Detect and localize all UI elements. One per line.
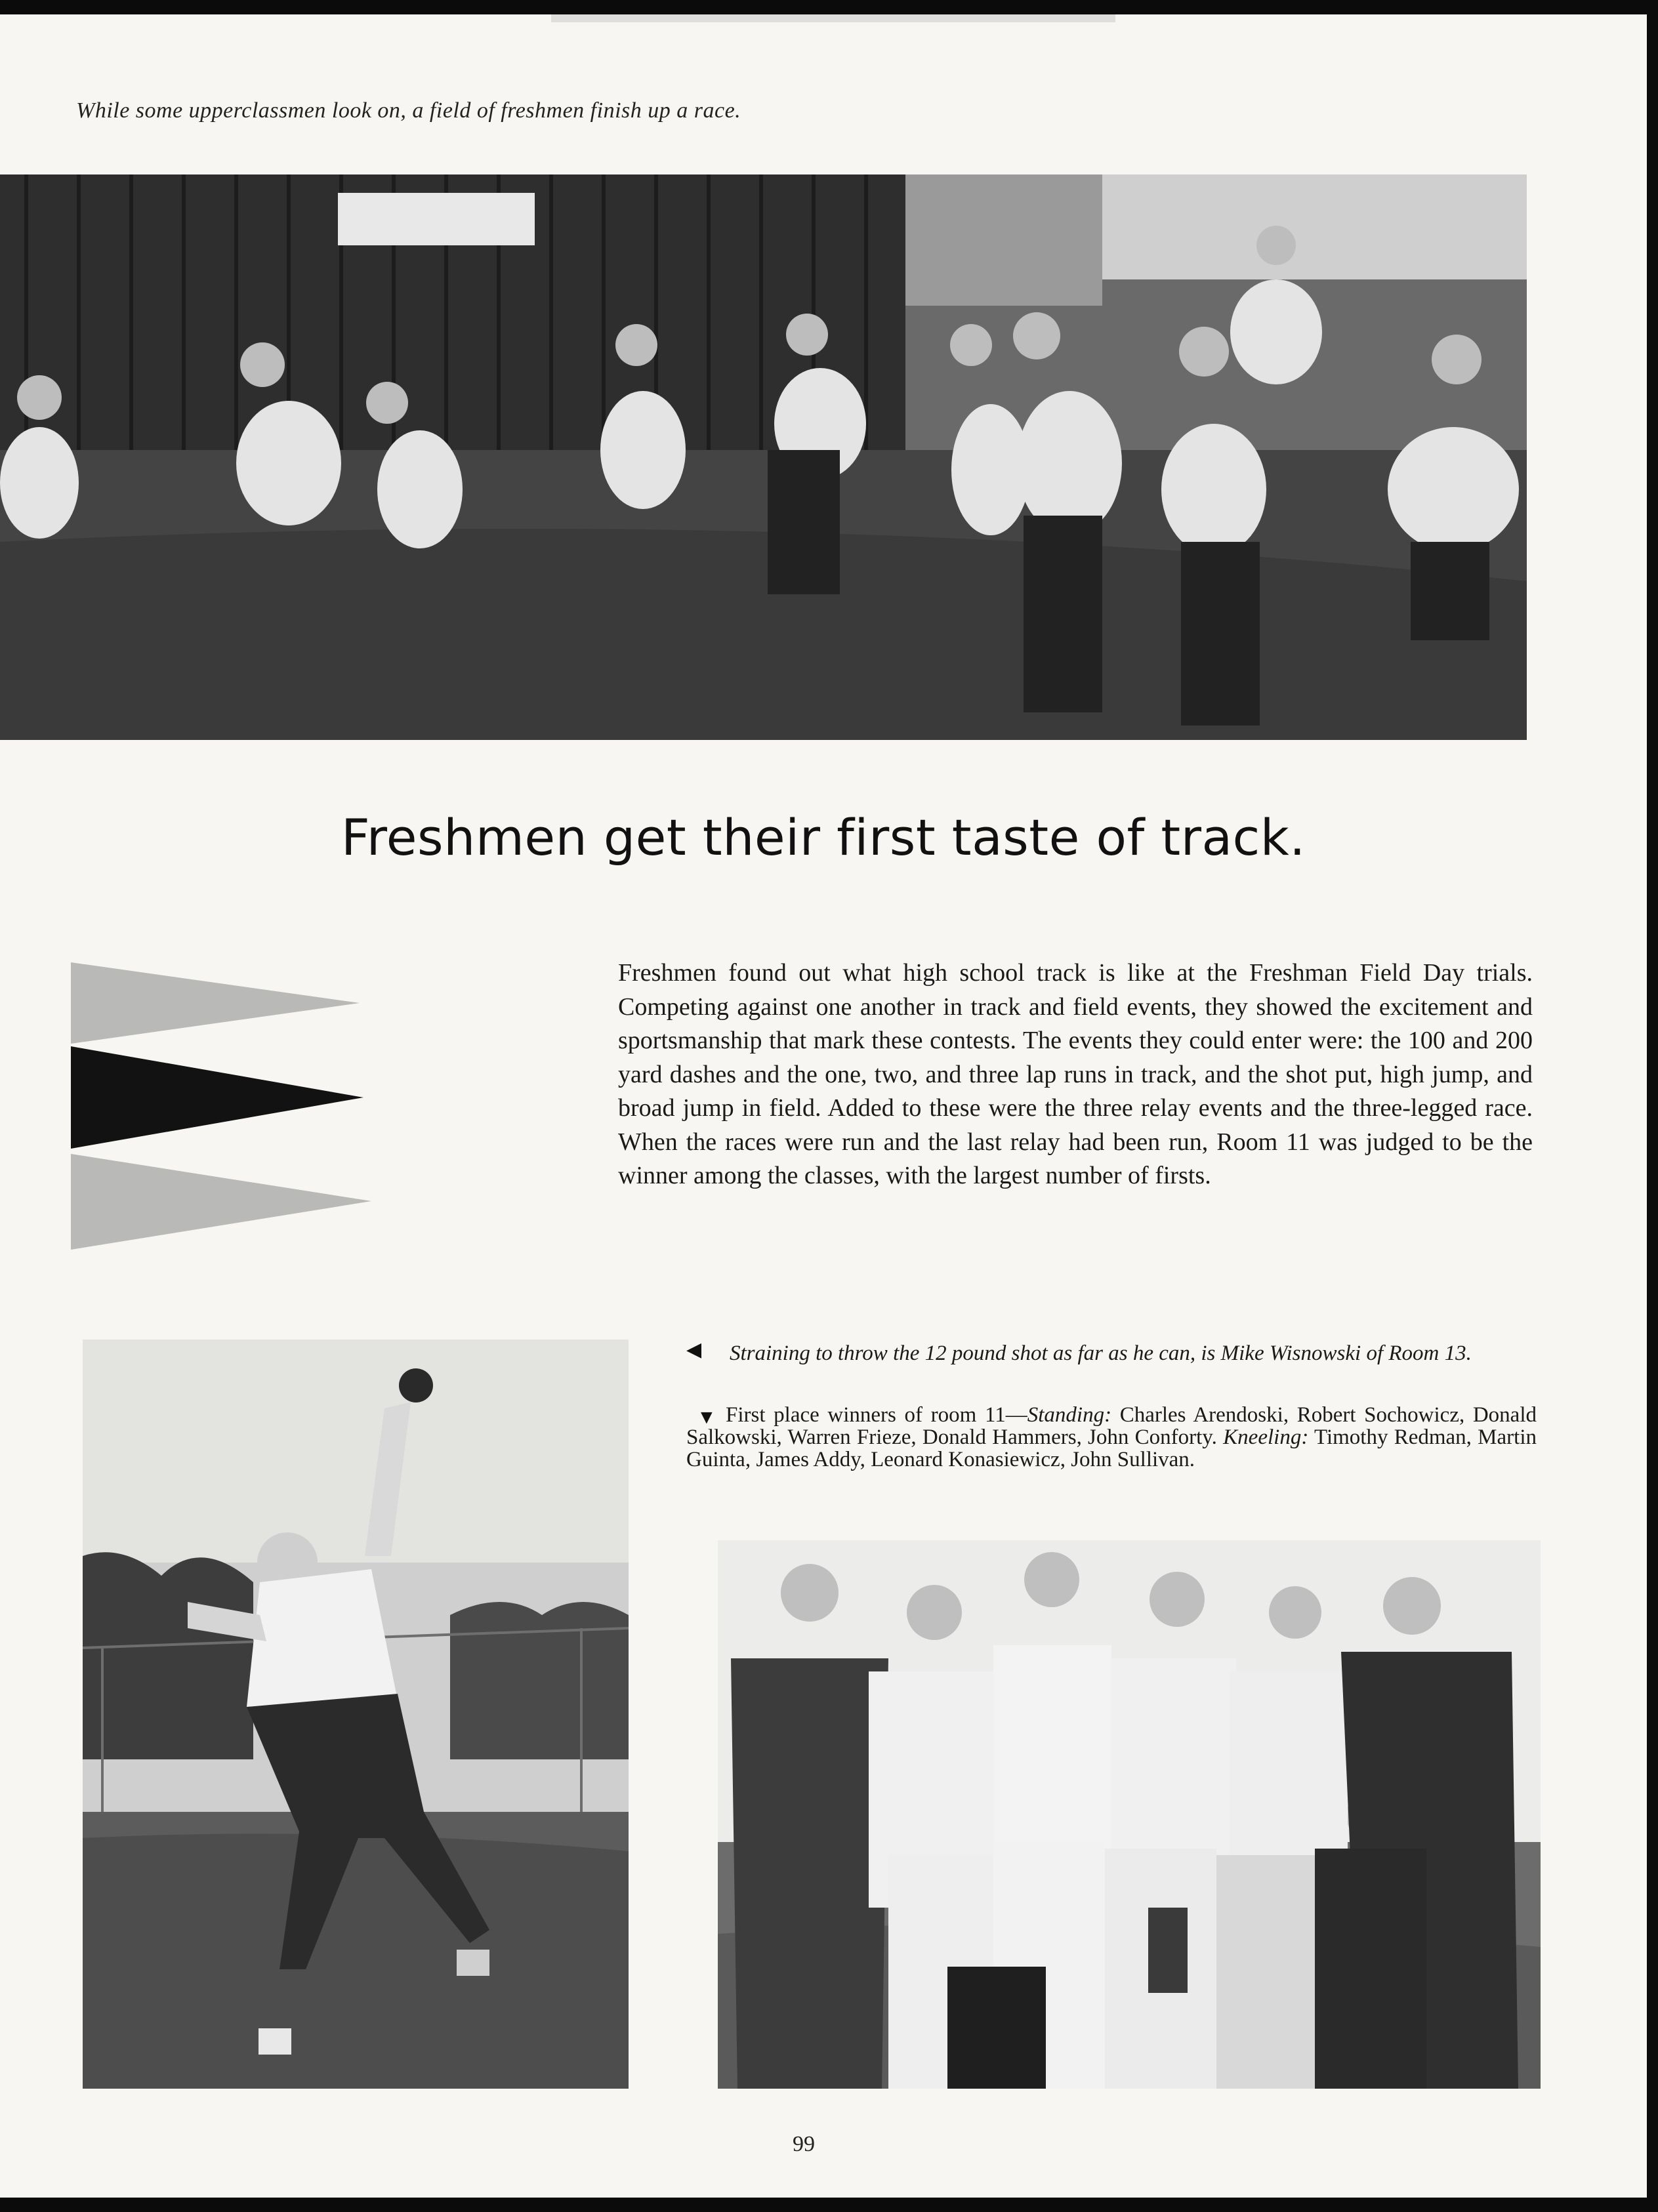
down-arrow-icon: ▼ [697, 1406, 716, 1428]
shot-put-caption-text: Straining to throw the 12 pound shot as far as he can, is Mike Wisnowski of Room 13. [730, 1342, 1472, 1365]
winners-group-photo-illustration [718, 1540, 1541, 2089]
winners-caption [686, 1404, 1537, 1471]
yearbook-page [0, 14, 1647, 2198]
winners-group-photo [718, 1540, 1541, 2089]
shot-put-caption [686, 1342, 1537, 1364]
pennant-middle [71, 1046, 363, 1149]
kneeling-label: Kneeling: [1223, 1425, 1309, 1449]
standing-names: Charles Arendoski, Robert Sochowicz, Donald Salkowski, Warren Frieze, Donald Hammers, John Conforty. [686, 1403, 1537, 1449]
page-headline: Freshmen get their first taste of track. [341, 808, 1306, 867]
kneeling-names: Timothy Redman, Martin Guinta, James Addy, Leonard Konasiewicz, John Sullivan. [686, 1425, 1537, 1471]
shot-put-photo [83, 1340, 629, 2089]
pennant-decoration [71, 962, 373, 1251]
race-photo-illustration [0, 174, 1527, 740]
top-photo-caption: While some upperclassmen look on, a field of freshmen finish up a race. [76, 98, 741, 123]
standing-label: Standing: [1027, 1403, 1112, 1427]
winners-caption-intro: First place winners of room 11— [726, 1403, 1027, 1427]
pennant-bottom [71, 1154, 371, 1250]
winners-caption-text [686, 1404, 1537, 1471]
article-body: Freshmen found out what high school track is like at the Freshman Field Day trials. Competing against one another in track and field events, they showed the excitement and sportsmanship that mark these contests. The events they could enter were: the 100 and 200 yard dashes and the one, two, and three lap runs in track, and the shot put, high jump, and broad jump in field. Added to these were the three relay events and the three-legged race. When the races were run and the last relay had been run, Room 11 was judged to be the winner among the classes, with the largest number of firsts. [618, 959, 1533, 1189]
shot-put-photo-illustration [83, 1340, 629, 2089]
page-number: 99 [793, 2132, 815, 2156]
left-arrow-icon: ◀ [686, 1339, 702, 1361]
pennant-top [71, 962, 360, 1044]
race-photo [0, 174, 1527, 740]
scan-edge-strip [551, 14, 1115, 22]
